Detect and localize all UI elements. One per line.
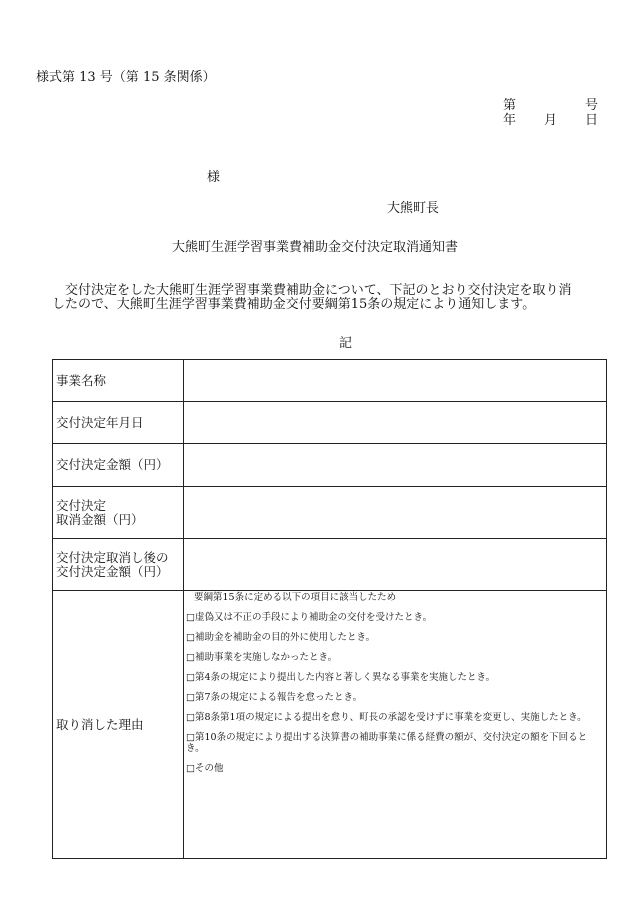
table-row [53, 402, 607, 444]
detail-table [52, 359, 607, 859]
sender-name: 大熊町長 [387, 201, 440, 216]
row-value-decision-amount [184, 444, 607, 487]
table-row [53, 539, 607, 591]
row-label-decision-amount: 交付決定金額（円） [53, 444, 184, 487]
row-label-cancel-reason: 取り消した理由 [53, 591, 184, 859]
row-value-project-name [184, 360, 607, 402]
row-value-decision-date [184, 402, 607, 444]
table-row [53, 591, 607, 859]
ki-heading: 記 [339, 336, 353, 351]
reason-checkbox-item[interactable]: □第4条の規定により提出した内容と著しく異なる事業を実施したとき。 [186, 672, 496, 683]
reason-checkbox-item[interactable]: □補助事業を実施しなかったとき。 [186, 652, 338, 663]
body-paragraph [52, 284, 597, 312]
reason-header: 要綱第15条に定める以下の項目に該当したため [194, 592, 397, 603]
reason-checkbox-item[interactable]: □補助金を補助金の目的外に使用したとき。 [186, 632, 376, 643]
doc-no-prefix: 第 [503, 98, 517, 113]
row-label-project-name: 事業名称 [53, 360, 184, 402]
reason-checkbox-item[interactable]: □第7条の規定による報告を怠ったとき。 [186, 692, 363, 703]
table-row [53, 444, 607, 487]
reason-list [184, 591, 607, 859]
body-line-2: したので、大熊町生涯学習事業費補助金交付要綱第15条の規定により通知します。 [52, 297, 536, 312]
table-row [53, 360, 607, 402]
reason-checkbox-item[interactable]: □第8条第1項の規定による提出を怠り、町長の承認を受けずに事業を変更し、実施したとき。 [186, 712, 587, 723]
form-number: 様式第 13 号（第 15 条関係） [36, 70, 216, 85]
row-label-decision-date: 交付決定年月日 [53, 402, 184, 444]
reason-checkbox-item[interactable]: □その他 [186, 763, 224, 774]
table-row [53, 487, 607, 539]
addressee-honorific: 様 [207, 170, 221, 185]
doc-no-suffix: 号 [584, 98, 598, 113]
day-label: 日 [584, 113, 598, 128]
label-line: 取消金額（円） [56, 511, 144, 527]
label-line: 交付決定 [56, 497, 107, 513]
year-label: 年 [503, 113, 517, 128]
document-title: 大熊町生涯学習事業費補助金交付決定取消通知書 [171, 240, 458, 255]
row-value-amount-after-cancel [184, 539, 607, 591]
body-line-1: 交付決定をした大熊町生涯学習事業費補助金について、下記のとおり交付決定を取り消 [65, 283, 572, 298]
reason-checkbox-item[interactable]: □第10条の規定により提出する決算書の補助事業に係る経費の額が、交付決定の額を下回るとき。 [186, 732, 588, 754]
row-label-cancel-amount [53, 487, 184, 539]
row-value-cancel-amount [184, 487, 607, 539]
document-number-date [503, 98, 598, 128]
month-label: 月 [543, 113, 557, 128]
reason-checkbox-item[interactable]: □虚偽又は不正の手段により補助金の交付を受けたとき。 [186, 612, 433, 623]
label-line: 交付決定取消し後の [56, 549, 169, 565]
row-label-amount-after-cancel [53, 539, 184, 591]
label-line: 交付決定金額（円） [56, 563, 169, 579]
